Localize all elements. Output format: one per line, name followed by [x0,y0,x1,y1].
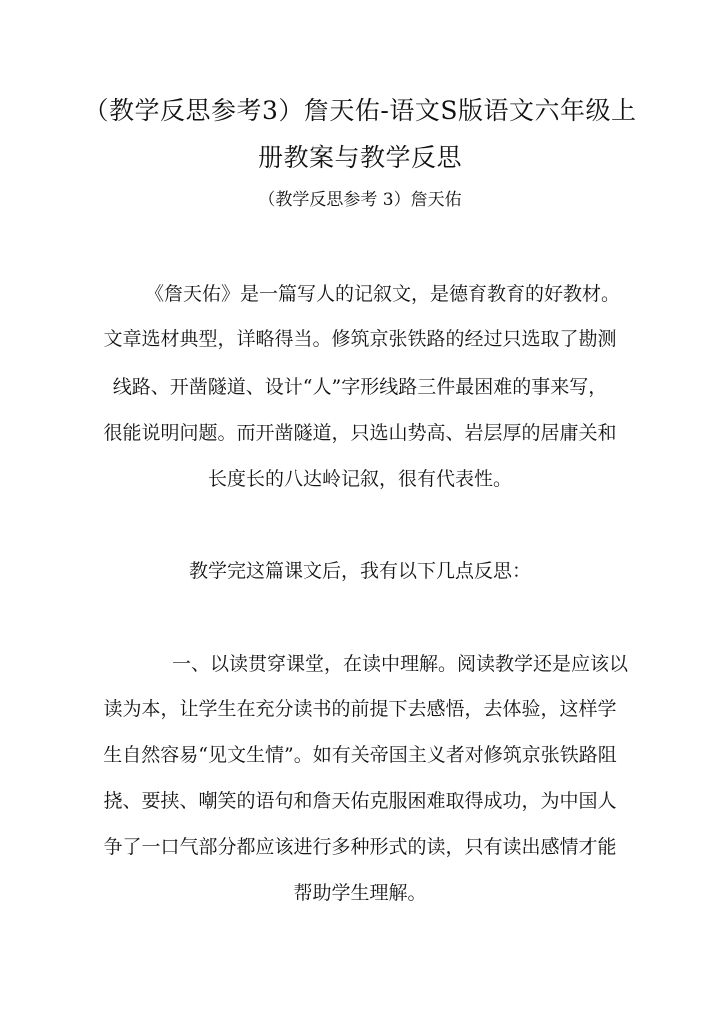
paragraph-1-line-5: 长度长的八达岭记叙，很有代表性。 [207,468,512,490]
paragraph-3-line-2: 读为本，让学生在充分读书的前提下去感悟，去体验，这样学 [103,698,617,720]
paragraph-1-line-2: 文章选材典型，详略得当。修筑京张铁路的经过只选取了勘测 [103,328,617,350]
document-title-line-2: 册教案与教学反思 [257,143,462,172]
paragraph-1-line-1: 《詹天佑》是一篇写人的记叙文，是德育教育的好教材。 [145,283,621,305]
paragraph-3-line-4: 挠、要挟、嘲笑的语句和詹天佑克服困难取得成功，为中国人 [103,790,617,812]
paragraph-3-line-5: 争了一口气部分都应该进行多种形式的读，只有读出感情才能 [103,836,617,858]
paragraph-2: 教学完这篇课文后，我有以下几点反思： [188,560,531,582]
document-title-line-1: （教学反思参考3）詹天佑-语文S版语文六年级上 [83,96,637,125]
paragraph-3-line-3: 生自然容易“见文生情”。如有关帝国主义者对修筑京张铁路阻 [103,744,617,766]
paragraph-1-line-4: 很能说明问题。而开凿隧道，只选山势高、岩层厚的居庸关和 [103,422,617,444]
paragraph-3-line-1: 一、以读贯穿课堂，在读中理解。阅读教学还是应该以 [172,653,629,675]
paragraph-1-line-3: 线路、开凿隧道、设计“人”字形线路三件最困难的事来写， [112,376,608,398]
paragraph-3-line-6: 帮助学生理解。 [293,882,427,904]
document-subtitle: （教学反思参考 3）詹天佑 [258,190,462,210]
